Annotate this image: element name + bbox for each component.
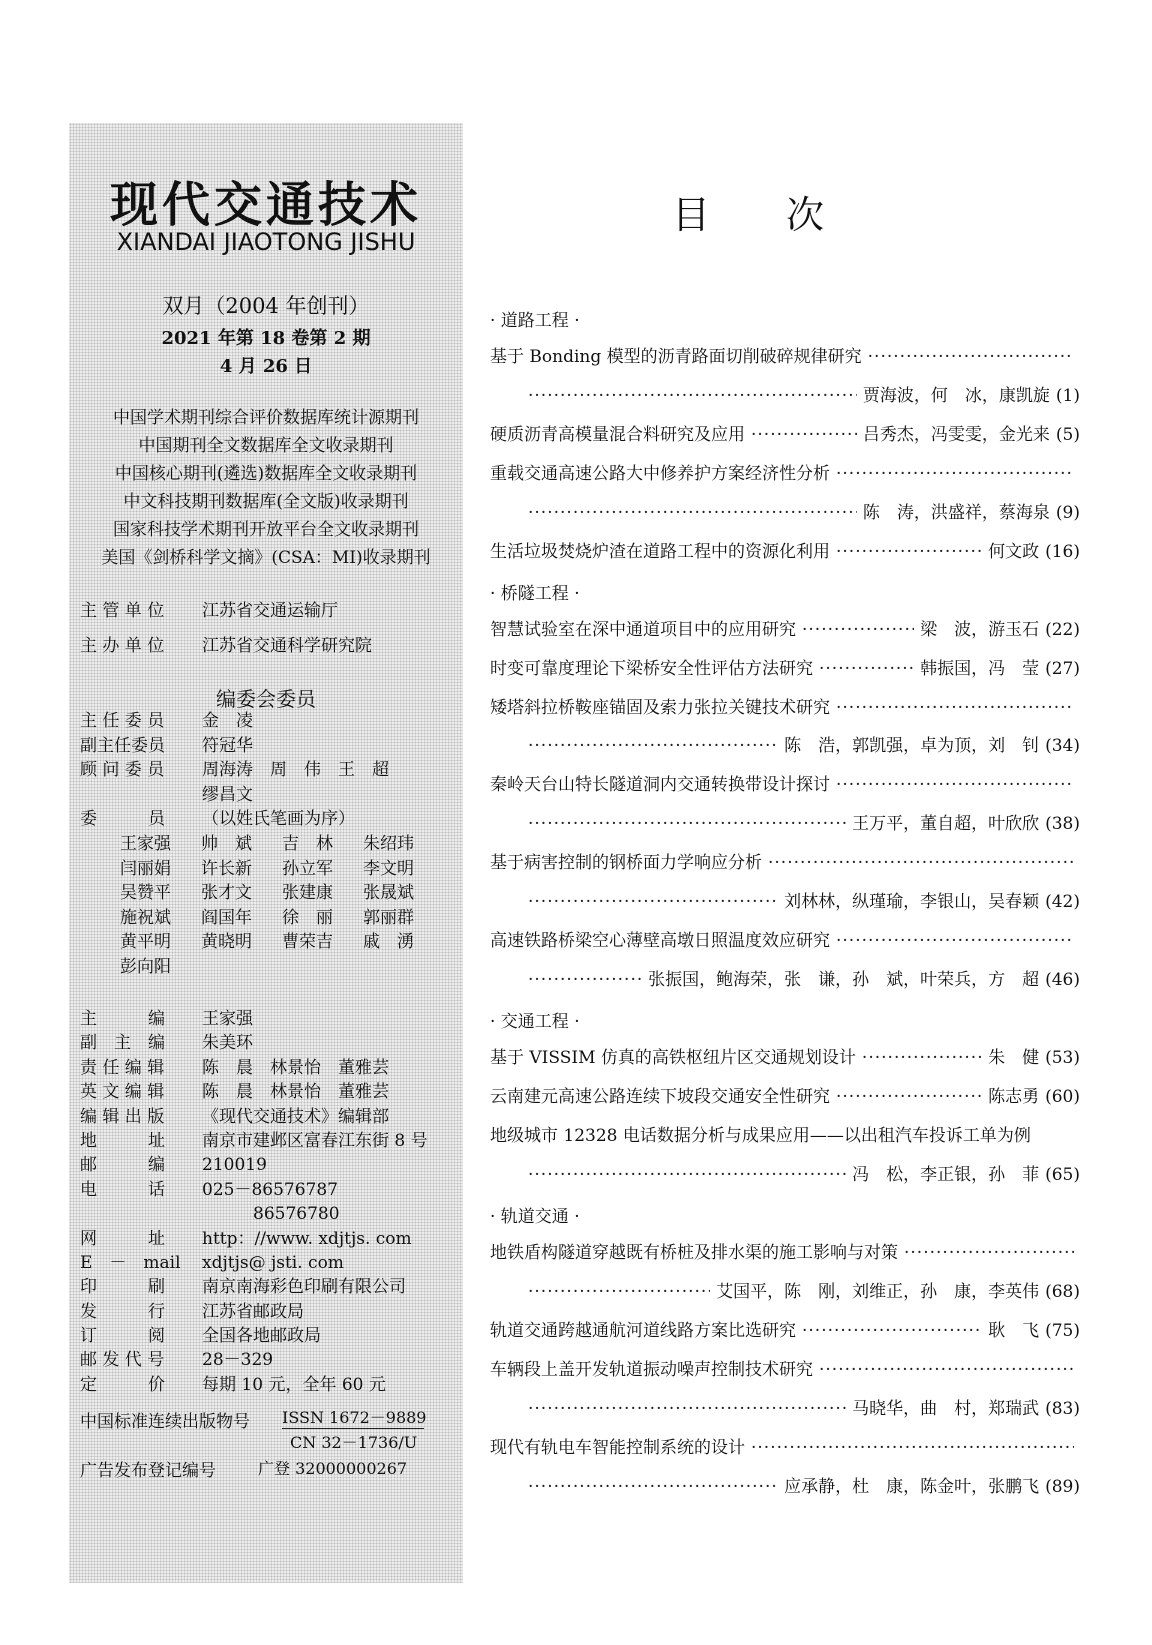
board-role: 委 员 (80, 809, 165, 829)
leader-dots (836, 537, 982, 567)
board-name: 缪昌文 (202, 784, 253, 805)
toc-entry (490, 1433, 1080, 1463)
article-authors: 马晓华，曲 村，郑瑞武 (852, 1398, 1040, 1419)
staff-label: 邮 发 代 号 (80, 1350, 165, 1371)
article-authors: 刘林林，纵瑾瑜，李银山，吴春颖 (784, 892, 1040, 913)
article-title: 基于病害控制的钢桥面力学响应分析 (490, 853, 762, 874)
staff-value: 每期 10 元，全年 60 元 (202, 1374, 386, 1395)
serial-label: 中国标准连续出版物号 (80, 1412, 250, 1432)
sponsor-label: 主 办 单 位 (80, 636, 165, 656)
indexing-item: 中文科技期刊数据库(全文版)收录期刊 (123, 492, 409, 512)
member-row (120, 906, 444, 931)
leader-dots (528, 1394, 846, 1424)
toc-authors-line (490, 809, 1080, 839)
board-row (80, 709, 389, 734)
staff-row (80, 1227, 428, 1251)
toc-authors-line (490, 887, 1080, 917)
leader-dots (751, 420, 857, 450)
article-title: 矮塔斜拉桥鞍座锚固及索力张拉关键技术研究 (490, 697, 830, 718)
toc-entry (490, 848, 1080, 878)
staff-row (80, 1373, 428, 1397)
toc-authors-line (490, 498, 1080, 528)
page-number: (83) (1045, 1398, 1080, 1419)
toc-entry (490, 1355, 1080, 1385)
article-authors: 耿 飞 (988, 1320, 1040, 1341)
toc-entry (490, 537, 1080, 567)
staff-row (80, 1300, 428, 1324)
leader-dots (802, 615, 914, 645)
member-name: 施祝斌 (120, 907, 171, 928)
authority-label: 主 管 单 位 (80, 601, 165, 621)
staff-row (80, 1031, 428, 1055)
staff-value: 南京市建邺区富春江东街 8 号 (202, 1130, 428, 1151)
board-row (80, 807, 389, 832)
staff-label: 网 址 (80, 1228, 165, 1249)
publication-frequency: 双月（2004 年创刊） (162, 294, 370, 318)
indexing-item: 中国期刊全文数据库全文收录期刊 (138, 436, 394, 456)
board-role: 主 任 委 员 (80, 711, 165, 731)
toc-entry (490, 654, 1080, 684)
authority-block (80, 597, 372, 661)
board-members (120, 832, 444, 979)
article-title: 轨道交通跨越通航河道线路方案比选研究 (490, 1320, 796, 1341)
article-title: 生活垃圾焚烧炉渣在道路工程中的资源化利用 (490, 541, 830, 562)
leader-dots (528, 809, 846, 839)
page-number: (22) (1045, 619, 1080, 640)
board-role: 副主任委员 (80, 735, 165, 756)
article-authors: 朱 健 (988, 1048, 1040, 1069)
article-title: 基于 VISSIM 仿真的高铁枢纽片区交通规划设计 (490, 1048, 856, 1069)
staff-value: 《现代交通技术》编辑部 (202, 1106, 389, 1127)
page-number: (1) (1055, 385, 1080, 406)
leader-dots (528, 1277, 710, 1307)
leader-dots (904, 1238, 1074, 1268)
toc-authors-line (490, 1160, 1080, 1190)
toc-entry (490, 1238, 1080, 1268)
article-authors: 艾国平，陈 刚，刘维正，孙 康，李英伟 (716, 1281, 1040, 1302)
article-title: 秦岭天台山特长隧道洞内交通转换带设计探讨 (490, 775, 830, 796)
leader-dots (836, 770, 1074, 800)
toc-entry (490, 1316, 1080, 1346)
indexing-list (69, 404, 463, 572)
member-name: 张晟斌 (363, 883, 414, 903)
issue-date: 4 月 26 日 (219, 356, 313, 377)
page-number: (16) (1045, 541, 1080, 562)
board-name: （以姓氏笔画为序） (202, 809, 355, 829)
toc-entry (490, 615, 1080, 645)
ad-label: 广告发布登记编号 (80, 1461, 216, 1481)
article-authors: 张振国，鲍海荣，张 谦，孙 斌，叶荣兵，方 超 (648, 970, 1040, 991)
leader-dots (868, 342, 1074, 372)
staff-row (80, 1275, 428, 1299)
member-name: 吴赞平 (120, 883, 171, 903)
article-title: 地级城市 12328 电话数据分析与成果应用——以出租汽车投诉工单为例 (490, 1125, 1031, 1146)
leader-dots (528, 381, 857, 411)
leader-dots (528, 498, 857, 528)
member-name: 阎国年 (201, 907, 252, 928)
indexing-item: 中国核心期刊(遴选)数据库全文收录期刊 (114, 464, 418, 484)
toc-entry (490, 459, 1080, 489)
member-name: 郭丽群 (363, 907, 414, 928)
page-number: (5) (1055, 424, 1080, 445)
board-name: 金 凌 (202, 711, 253, 731)
serial-divider (282, 1428, 424, 1429)
staff-value: 28－329 (202, 1350, 274, 1371)
staff-row (80, 1178, 428, 1202)
page-number: (27) (1045, 658, 1080, 679)
staff-label: 电 话 (80, 1179, 165, 1200)
staff-row (80, 1348, 428, 1372)
member-name: 曹荣吉 (282, 932, 333, 952)
staff-row (80, 1251, 428, 1275)
article-title: 时变可靠度理论下梁桥安全性评估方法研究 (490, 658, 813, 679)
member-name: 朱绍玮 (363, 834, 414, 854)
staff-value: 江苏省邮政局 (202, 1301, 304, 1322)
board-row (80, 758, 389, 783)
member-name: 帅 斌 (201, 834, 252, 854)
leader-dots (836, 693, 1074, 723)
article-title: 高速铁路桥梁空心薄壁高墩日照温度效应研究 (490, 931, 830, 952)
member-name: 李文明 (363, 858, 414, 879)
cn-number: CN 32－1736/U (290, 1433, 418, 1452)
page-number: (65) (1045, 1164, 1080, 1185)
staff-row (80, 1202, 428, 1226)
board-list (80, 709, 389, 832)
staff-value: 025－86576787 (202, 1179, 338, 1200)
issue-number: 2021 年第 18 卷第 2 期 (161, 328, 371, 349)
staff-value: 朱美环 (202, 1033, 253, 1054)
staff-value: 王家强 (202, 1009, 253, 1029)
staff-label: E － mail (80, 1252, 181, 1273)
member-name: 吉 林 (282, 834, 333, 854)
indexing-item: 中国学术期刊综合评价数据库统计源期刊 (113, 408, 419, 428)
toc-authors-line (490, 1277, 1080, 1307)
staff-row (80, 1129, 428, 1153)
toc-entry (490, 693, 1080, 723)
leader-dots (528, 1472, 778, 1502)
member-name: 张建康 (282, 883, 333, 903)
toc-section: · 轨道交通 · (490, 1206, 580, 1227)
staff-row (80, 1080, 428, 1104)
article-authors: 冯 松，李正银，孙 菲 (852, 1164, 1040, 1185)
staff-label: 订 阅 (80, 1326, 165, 1347)
page-number: (46) (1045, 970, 1080, 991)
staff-value: 86576780 (202, 1204, 340, 1225)
staff-value: 陈 晨 林景怡 董雅芸 (202, 1057, 389, 1078)
toc-section: · 道路工程 · (490, 311, 580, 331)
board-row (80, 734, 389, 759)
leader-dots (836, 459, 1074, 489)
board-row (80, 783, 389, 808)
page-number: (9) (1055, 502, 1080, 523)
staff-label: 副 主 编 (80, 1033, 165, 1054)
staff-label: 责 任 编 辑 (80, 1057, 165, 1078)
authority-value: 江苏省交通运输厅 (202, 601, 338, 621)
page-number: (38) (1045, 814, 1080, 835)
indexing-item: 美国《剑桥科学文摘》(CSA：MI)收录期刊 (101, 548, 431, 568)
ad-value: 广登 32000000267 (258, 1459, 408, 1478)
member-name: 王家强 (120, 834, 171, 854)
staff-label: 主 编 (80, 1009, 165, 1029)
staff-label: 发 行 (80, 1301, 165, 1322)
toc-authors-line (490, 381, 1080, 411)
member-row (120, 955, 444, 980)
staff-value: 全国各地邮政局 (202, 1326, 321, 1347)
article-title: 地铁盾构隧道穿越既有桥桩及排水渠的施工影响与对策 (490, 1242, 898, 1263)
toc-section: · 交通工程 · (490, 1012, 580, 1033)
article-authors: 梁 波，游玉石 (920, 619, 1040, 640)
staff-label: 邮 编 (80, 1155, 165, 1176)
article-authors: 何文政 (988, 541, 1040, 562)
leader-dots (528, 1160, 846, 1190)
leader-dots (836, 1082, 982, 1112)
leader-dots (819, 654, 914, 684)
page-number: (68) (1045, 1281, 1080, 1302)
page-number: (42) (1045, 892, 1080, 913)
member-row (120, 832, 444, 857)
staff-value: xdjtjs@ jsti. com (202, 1252, 344, 1273)
board-role: 顾 问 委 员 (80, 760, 165, 780)
page-number: (60) (1045, 1087, 1080, 1107)
article-authors: 陈 涛，洪盛祥，蔡海泉 (862, 502, 1050, 523)
member-row (120, 881, 444, 906)
toc-authors-line (490, 1472, 1080, 1502)
toc-entry (490, 420, 1080, 450)
member-row (120, 857, 444, 882)
article-title: 云南建元高速公路连续下坡段交通安全性研究 (490, 1087, 830, 1107)
page-number: (89) (1045, 1476, 1080, 1497)
board-name: 周海涛 周 伟 王 超 (202, 760, 389, 780)
article-title: 基于 Bonding 模型的沥青路面切削破碎规律研究 (490, 346, 862, 367)
article-authors: 应承静，杜 康，陈金叶，张鹏飞 (784, 1476, 1040, 1497)
staff-label: 定 价 (80, 1374, 165, 1395)
toc-entry (490, 1121, 1080, 1151)
leader-dots (768, 848, 1074, 878)
staff-row (80, 1056, 428, 1080)
toc-entry (490, 926, 1080, 956)
journal-pinyin: XIANDAI JIAOTONG JISHU (116, 228, 416, 256)
journal-title: 现代交通技术 (109, 177, 422, 233)
staff-value: 南京南海彩色印刷有限公司 (202, 1277, 406, 1298)
toc-entry (490, 342, 1080, 372)
article-title: 硬质沥青高模量混合料研究及应用 (490, 424, 745, 445)
toc-authors-line (490, 1394, 1080, 1424)
article-authors: 贾海波，何 冰，康凯旋 (862, 385, 1050, 406)
member-name: 孙立军 (282, 858, 333, 879)
staff-label: 英 文 编 辑 (80, 1082, 165, 1103)
staff-label: 地 址 (80, 1130, 165, 1151)
member-row (120, 930, 444, 955)
page-number: (34) (1045, 736, 1080, 757)
member-name: 许长新 (201, 858, 252, 879)
toc-heading: 目 次 (672, 193, 825, 237)
board-name: 符冠华 (202, 735, 253, 756)
leader-dots (836, 926, 1074, 956)
staff-row (80, 1324, 428, 1348)
leader-dots (802, 1316, 982, 1346)
staff-value: 210019 (202, 1155, 267, 1176)
leader-dots (862, 1043, 982, 1073)
staff-row (80, 1007, 428, 1031)
article-title: 重载交通高速公路大中修养护方案经济性分析 (490, 463, 830, 484)
article-title: 现代有轨电车智能控制系统的设计 (490, 1437, 745, 1458)
staff-row (80, 1153, 428, 1177)
leader-dots (751, 1433, 1074, 1463)
article-authors: 陈 浩，郭凯强，卓为顶，刘 钊 (784, 736, 1040, 757)
toc-entry (490, 1043, 1080, 1073)
board-title: 编委会委员 (216, 687, 316, 711)
page-number: (75) (1045, 1320, 1080, 1341)
issn: ISSN 1672－9889 (282, 1408, 427, 1427)
leader-dots (528, 965, 642, 995)
indexing-item: 国家科技学术期刊开放平台全文收录期刊 (113, 520, 419, 540)
staff-list (80, 1007, 428, 1397)
staff-row (80, 1105, 428, 1129)
toc-section: · 桥隧工程 · (490, 583, 580, 604)
toc-authors-line (490, 965, 1080, 995)
member-name: 黄平明 (120, 932, 171, 952)
member-name: 黄晓明 (201, 932, 252, 952)
article-authors: 王万平，董自超，叶欣欣 (852, 814, 1040, 835)
toc-entry (490, 1082, 1080, 1112)
member-name: 张才文 (201, 883, 252, 903)
member-name: 闫丽娟 (120, 858, 171, 879)
staff-label: 编 辑 出 版 (80, 1106, 165, 1127)
article-authors: 韩振国，冯 莹 (920, 658, 1040, 679)
member-name: 彭向阳 (120, 956, 171, 977)
toc-entry (490, 770, 1080, 800)
article-title: 车辆段上盖开发轨道振动噪声控制技术研究 (490, 1359, 813, 1380)
leader-dots (528, 731, 778, 761)
article-title: 智慧试验室在深中通道项目中的应用研究 (490, 619, 796, 640)
article-authors: 吕秀杰，冯雯雯，金光来 (862, 424, 1050, 445)
leader-dots (819, 1355, 1074, 1385)
member-name: 徐 丽 (282, 907, 333, 928)
staff-value: 陈 晨 林景怡 董雅芸 (202, 1082, 389, 1103)
staff-label: 印 刷 (80, 1277, 165, 1298)
article-authors: 陈志勇 (988, 1087, 1040, 1107)
member-name: 戚 湧 (363, 932, 414, 952)
sponsor-value: 江苏省交通科学研究院 (202, 636, 372, 656)
leader-dots (528, 887, 778, 917)
toc-authors-line (490, 731, 1080, 761)
page-number: (53) (1045, 1048, 1080, 1069)
staff-value: http：//www. xdjtjs. com (202, 1228, 412, 1249)
